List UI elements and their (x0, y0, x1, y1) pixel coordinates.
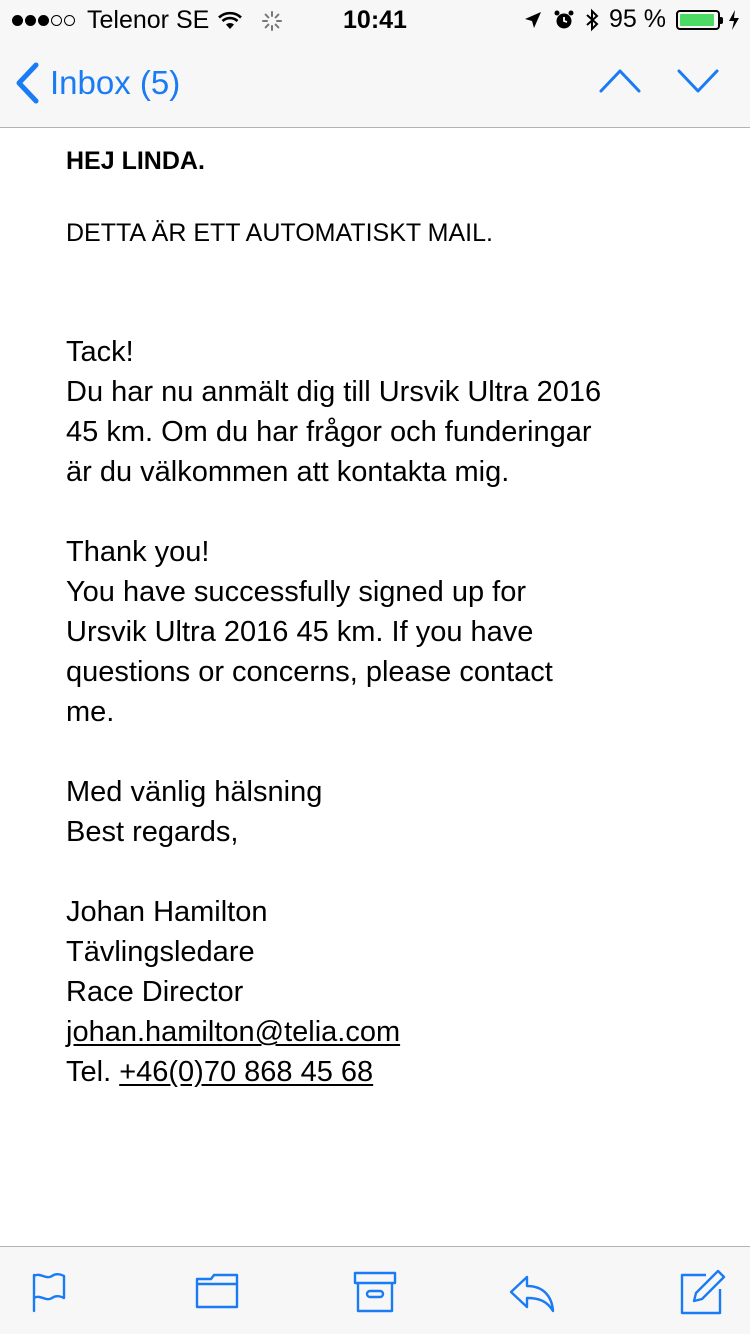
back-to-inbox-button[interactable] (14, 62, 180, 104)
text-line: är du välkommen att kontakta mig. (66, 456, 510, 488)
status-bar (0, 0, 750, 40)
bottom-toolbar (0, 1246, 750, 1334)
archive-button[interactable] (350, 1267, 400, 1317)
text-line: Tack! (66, 336, 134, 368)
closing-paragraph (66, 772, 686, 852)
battery-percentage: 95 % (609, 5, 666, 33)
flag-icon (24, 1267, 74, 1317)
flag-button[interactable] (24, 1267, 74, 1317)
battery-level-fill (680, 14, 714, 26)
chevron-down-icon[interactable] (676, 66, 720, 96)
status-right (523, 5, 740, 34)
move-to-folder-button[interactable] (193, 1267, 243, 1317)
text-line: 45 km. Om du har frågor och funderingar (66, 416, 592, 448)
text-line: You have successfully signed up for (66, 576, 526, 608)
top-bar (0, 0, 750, 128)
status-time: 10:41 (343, 6, 407, 34)
battery-icon (676, 10, 720, 30)
english-paragraph (66, 532, 686, 732)
compose-button[interactable] (678, 1267, 728, 1317)
phone-prefix: Tel. (66, 1056, 112, 1088)
carrier-name: Telenor SE (87, 6, 210, 34)
signature-block (66, 892, 686, 1092)
message-navigation (598, 66, 720, 96)
navigation-bar (0, 40, 750, 128)
text-line: Ursvik Ultra 2016 45 km. If you have (66, 616, 534, 648)
chevron-left-icon (14, 62, 40, 104)
compose-icon (678, 1267, 728, 1317)
email-greeting: HEJ LINDA. (66, 147, 205, 175)
text-line: Thank you! (66, 536, 210, 568)
text-line: questions or concerns, please contact (66, 656, 553, 688)
folder-icon (193, 1267, 243, 1317)
signature-title-en: Race Director (66, 976, 244, 1008)
back-label: Inbox (5) (50, 64, 181, 101)
location-arrow-icon (523, 10, 543, 30)
automatic-mail-notice: DETTA ÄR ETT AUTOMATISKT MAIL. (66, 219, 493, 247)
alarm-icon (553, 9, 575, 31)
text-line: Du har nu anmält dig till Ursvik Ultra 2016 (66, 376, 602, 408)
charging-bolt-icon (728, 9, 740, 31)
text-line: me. (66, 696, 115, 728)
phone-number-link[interactable]: +46(0)70 868 45 68 (119, 1056, 374, 1088)
reply-button[interactable] (507, 1267, 557, 1317)
signature-title-sv: Tävlingsledare (66, 936, 255, 968)
swedish-paragraph (66, 332, 686, 492)
text-line: Best regards, (66, 816, 239, 848)
email-address-link[interactable]: johan.hamilton@telia.com (66, 1016, 401, 1048)
text-line: Med vänlig hälsning (66, 776, 323, 808)
signature-name: Johan Hamilton (66, 896, 268, 928)
chevron-up-icon[interactable] (598, 66, 642, 96)
bluetooth-icon (585, 8, 599, 32)
archive-icon (350, 1267, 400, 1317)
reply-icon (507, 1267, 557, 1317)
phone-line (66, 1052, 686, 1092)
